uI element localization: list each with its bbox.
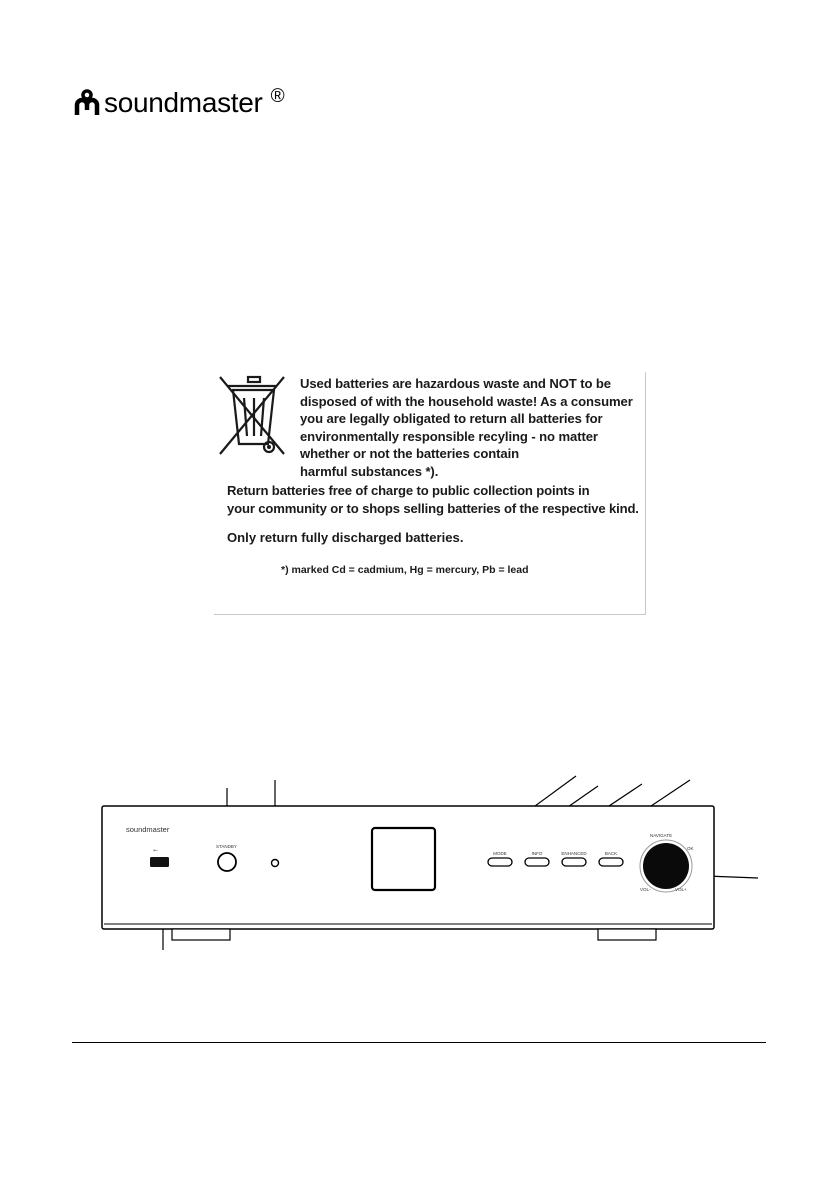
- registered-mark: ®: [270, 86, 285, 107]
- right-foot: [598, 929, 656, 940]
- usb-port: [150, 857, 169, 867]
- device-front-panel-diagram: [70, 770, 770, 960]
- footer-rule: [72, 1042, 766, 1043]
- usb-icon: ⭠: [153, 848, 158, 854]
- notice-line: environmentally responsible recyling - no matter: [300, 428, 598, 444]
- battery-disposal-notice: [214, 372, 646, 615]
- notice-line: harmful substances *).: [300, 463, 439, 479]
- left-foot: [172, 929, 230, 940]
- knob-bottom-label: VOL+: [675, 887, 687, 892]
- standby-label: STANDBY: [216, 844, 237, 849]
- notice-line: Return batteries free of charge to public collection points in: [227, 483, 590, 498]
- notice-line: whether or not the batteries contain: [300, 446, 520, 462]
- device-button-back: [599, 858, 623, 866]
- display-screen: [372, 828, 435, 890]
- notice-line: you are legally obligated to return all batteries for: [300, 411, 603, 427]
- brand-logo: [74, 88, 285, 118]
- navigate-knob: [643, 843, 689, 889]
- ir-sensor: [272, 860, 279, 867]
- device-button-label: INFO: [531, 851, 543, 856]
- device-button-mode: [488, 858, 512, 866]
- brand-name: soundmaster: [104, 87, 263, 118]
- notice-footnote: *) marked Cd = cadmium, Hg = mercury, Pb = lead: [281, 564, 529, 576]
- notice-main-text: [300, 375, 645, 481]
- notice-line: disposed of with the household waste! As a consumer: [300, 393, 633, 409]
- knob-left-label: VOL-: [640, 887, 651, 892]
- device-button-enhanced: [562, 858, 586, 866]
- notice-line: your community or to shops selling batteries of the respective kind.: [227, 500, 639, 516]
- crossed-out-wheelie-bin-icon: [214, 372, 294, 462]
- notice-return-text: [227, 482, 647, 517]
- device-button-info: [525, 858, 549, 866]
- soundmaster-logo-icon: [74, 88, 100, 118]
- device-button-label: BACK: [604, 851, 618, 856]
- panel-brand-label: soundmaster: [126, 825, 170, 834]
- device-button-label: MODE: [493, 851, 507, 856]
- notice-line: Used batteries are hazardous waste and NOT to be: [300, 376, 611, 391]
- standby-button: [218, 853, 236, 871]
- knob-right-label: OK: [687, 846, 694, 851]
- device-button-label: ENHANCED: [561, 851, 587, 856]
- knob-top-label: NAVIGATE: [650, 833, 673, 838]
- notice-only-return: Only return fully discharged batteries.: [227, 530, 464, 545]
